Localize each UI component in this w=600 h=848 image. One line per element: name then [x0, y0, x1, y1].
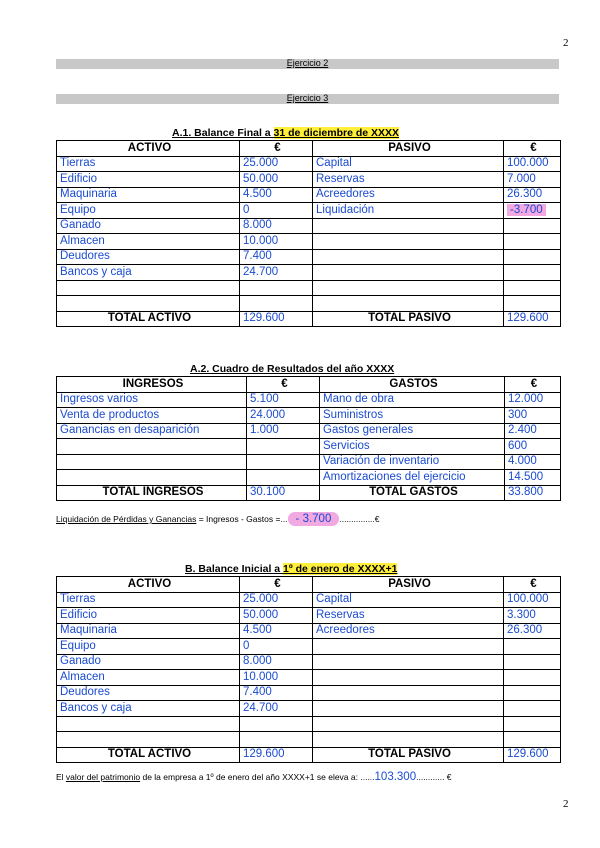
item-value: [240, 280, 313, 296]
item-value: [504, 654, 561, 670]
table-row: [57, 670, 561, 686]
item-name: Variación de inventario: [320, 454, 505, 470]
item-name: Suministros: [320, 408, 505, 424]
item-name: Bancos y caja: [57, 701, 240, 717]
item-value: 4.500: [240, 623, 313, 639]
item-value: [504, 732, 561, 748]
total-value: 30.100: [247, 485, 320, 501]
item-value: 3.300: [504, 608, 561, 624]
item-value: 100.000: [504, 592, 561, 608]
col-euro: €: [240, 577, 313, 593]
table-row: [57, 716, 561, 732]
resultados-table: [56, 376, 561, 501]
table-row: [57, 454, 561, 470]
col-euro: €: [240, 141, 313, 157]
col-gastos: GASTOS: [320, 377, 505, 393]
item-name: Servicios: [320, 439, 505, 455]
page-number-top: 2: [563, 37, 569, 49]
item-name: Acreedores: [313, 623, 504, 639]
exercise-3-title: Ejercicio 3: [286, 93, 329, 103]
item-name: Edificio: [57, 608, 240, 624]
col-pasivo: PASIVO: [313, 141, 504, 157]
item-value: 14.500: [505, 470, 561, 486]
col-euro: €: [247, 377, 320, 393]
item-value: [247, 439, 320, 455]
item-value: 4.000: [505, 454, 561, 470]
col-euro: €: [505, 377, 561, 393]
item-value: [504, 670, 561, 686]
table-row: [57, 265, 561, 281]
item-name: Tierras: [57, 592, 240, 608]
table-row: [57, 392, 561, 408]
item-value: 50.000: [240, 172, 313, 188]
item-name: Mano de obra: [320, 392, 505, 408]
item-value: [504, 234, 561, 250]
table-row: [57, 608, 561, 624]
table-row: [57, 218, 561, 234]
item-name: Capital: [313, 592, 504, 608]
exercise-2-title: Ejercicio 2: [286, 58, 329, 68]
item-value: 24.000: [247, 408, 320, 424]
table-row: [57, 234, 561, 250]
table-row: [57, 701, 561, 717]
total-row: [57, 311, 561, 327]
item-value: 1.000: [247, 423, 320, 439]
item-value: 26.300: [504, 187, 561, 203]
item-value: [240, 296, 313, 312]
item-name: Maquinaria: [57, 187, 240, 203]
total-row: [57, 747, 561, 763]
liquidacion-note: Liquidación de Pérdidas y Ganancias = Ingresos - Gastos =... - 3.700 ...............€: [56, 513, 380, 525]
item-name: Almacen: [57, 234, 240, 250]
item-value: 25.000: [240, 156, 313, 172]
item-value: [504, 685, 561, 701]
table-row: [57, 439, 561, 455]
total-value: 129.600: [240, 747, 313, 763]
item-name: [313, 234, 504, 250]
patrimonio-value: 103.300: [374, 771, 417, 783]
total-row: [57, 485, 561, 501]
item-value: 10.000: [240, 234, 313, 250]
table-row: [57, 685, 561, 701]
highlighted-value: -3.700: [507, 204, 546, 216]
page-number-bottom: 2: [563, 798, 569, 810]
item-name: [57, 454, 247, 470]
item-name: [313, 249, 504, 265]
item-value: 100.000: [504, 156, 561, 172]
item-value: 5.100: [247, 392, 320, 408]
item-name: Equipo: [57, 639, 240, 655]
table-row: [57, 296, 561, 312]
table-row: [57, 623, 561, 639]
item-name: Capital: [313, 156, 504, 172]
item-name: Deudores: [57, 685, 240, 701]
liquidacion-value: - 3.700: [288, 512, 340, 526]
total-label: TOTAL ACTIVO: [57, 311, 240, 327]
item-name: [313, 701, 504, 717]
item-name: [313, 296, 504, 312]
resultados-title: A.2. Cuadro de Resultados del año XXXX: [190, 363, 395, 375]
item-value: 8.000: [240, 218, 313, 234]
total-value: 33.800: [505, 485, 561, 501]
item-value: [504, 701, 561, 717]
item-name: [57, 280, 240, 296]
table-row: [57, 732, 561, 748]
item-value: 24.700: [240, 265, 313, 281]
table-header-row: [57, 141, 561, 157]
table-row: [57, 172, 561, 188]
table-row: [57, 408, 561, 424]
item-name: [57, 716, 240, 732]
item-name: Acreedores: [313, 187, 504, 203]
table-row: [57, 470, 561, 486]
balance-inicial-table: [56, 576, 561, 763]
col-activo: ACTIVO: [57, 141, 240, 157]
item-name: [313, 732, 504, 748]
item-value: 26.300: [504, 623, 561, 639]
item-name: Maquinaria: [57, 623, 240, 639]
total-label: TOTAL INGRESOS: [57, 485, 247, 501]
item-value: [504, 249, 561, 265]
item-value: 0: [240, 639, 313, 655]
table-row: [57, 249, 561, 265]
balance-final-title: A.1. Balance Final a 31 de diciembre de XXXX: [172, 127, 400, 139]
exercise-2-header-bar: [56, 59, 559, 69]
item-name: Amortizaciones del ejercicio: [320, 470, 505, 486]
table-row: [57, 654, 561, 670]
item-name: Deudores: [57, 249, 240, 265]
item-name: Tierras: [57, 156, 240, 172]
item-name: Ganancias en desaparición: [57, 423, 247, 439]
item-value: 2.400: [505, 423, 561, 439]
col-euro: €: [504, 141, 561, 157]
balance-final-table: [56, 140, 561, 327]
item-name: [57, 732, 240, 748]
col-activo: ACTIVO: [57, 577, 240, 593]
item-value: 4.500: [240, 187, 313, 203]
item-name: Equipo: [57, 203, 240, 219]
item-value: [504, 296, 561, 312]
total-value: 129.600: [504, 747, 561, 763]
item-name: Liquidación: [313, 203, 504, 219]
item-name: [313, 280, 504, 296]
col-pasivo: PASIVO: [313, 577, 504, 593]
item-value: 10.000: [240, 670, 313, 686]
item-name: [313, 218, 504, 234]
item-name: Reservas: [313, 608, 504, 624]
item-name: Ganado: [57, 654, 240, 670]
item-name: [313, 716, 504, 732]
item-name: [57, 296, 240, 312]
total-label: TOTAL GASTOS: [320, 485, 505, 501]
item-name: Bancos y caja: [57, 265, 240, 281]
total-label: TOTAL PASIVO: [313, 747, 504, 763]
item-name: [57, 470, 247, 486]
item-value: 300: [505, 408, 561, 424]
table-row: [57, 592, 561, 608]
item-name: Venta de productos: [57, 408, 247, 424]
item-value: 25.000: [240, 592, 313, 608]
table-header-row: [57, 577, 561, 593]
item-value: 600: [505, 439, 561, 455]
item-value: [504, 203, 561, 219]
item-value: [247, 454, 320, 470]
item-value: 7.400: [240, 685, 313, 701]
col-ingresos: INGRESOS: [57, 377, 247, 393]
total-value: 129.600: [240, 311, 313, 327]
table-row: [57, 187, 561, 203]
col-euro: €: [504, 577, 561, 593]
item-name: [313, 654, 504, 670]
item-name: Ganado: [57, 218, 240, 234]
item-name: [313, 265, 504, 281]
total-label: TOTAL ACTIVO: [57, 747, 240, 763]
total-label: TOTAL PASIVO: [313, 311, 504, 327]
item-name: Almacen: [57, 670, 240, 686]
balance-inicial-title: B. Balance Inicial a 1º de enero de XXXX+1: [185, 563, 398, 575]
item-value: [504, 716, 561, 732]
patrimonio-note: El valor del patrimonio de la empresa a 1º de enero del año XXXX+1 se eleva a: ......103.300............ €: [56, 771, 452, 783]
table-row: [57, 203, 561, 219]
item-value: [504, 280, 561, 296]
item-name: Gastos generales: [320, 423, 505, 439]
item-name: [313, 639, 504, 655]
table-row: [57, 156, 561, 172]
total-value: 129.600: [504, 311, 561, 327]
item-name: Ingresos varios: [57, 392, 247, 408]
exercise-3-header-bar: [56, 94, 559, 104]
item-value: [504, 265, 561, 281]
item-value: [240, 716, 313, 732]
item-value: 0: [240, 203, 313, 219]
table-row: [57, 639, 561, 655]
table-header-row: [57, 377, 561, 393]
item-name: [313, 685, 504, 701]
item-name: [313, 670, 504, 686]
table-row: [57, 423, 561, 439]
item-value: [240, 732, 313, 748]
item-value: 12.000: [505, 392, 561, 408]
item-value: [504, 639, 561, 655]
item-value: 24.700: [240, 701, 313, 717]
item-value: 7.400: [240, 249, 313, 265]
item-name: Edificio: [57, 172, 240, 188]
item-name: [57, 439, 247, 455]
item-name: Reservas: [313, 172, 504, 188]
item-value: [504, 218, 561, 234]
item-value: 8.000: [240, 654, 313, 670]
item-value: [247, 470, 320, 486]
item-value: 7.000: [504, 172, 561, 188]
table-row: [57, 280, 561, 296]
item-value: 50.000: [240, 608, 313, 624]
